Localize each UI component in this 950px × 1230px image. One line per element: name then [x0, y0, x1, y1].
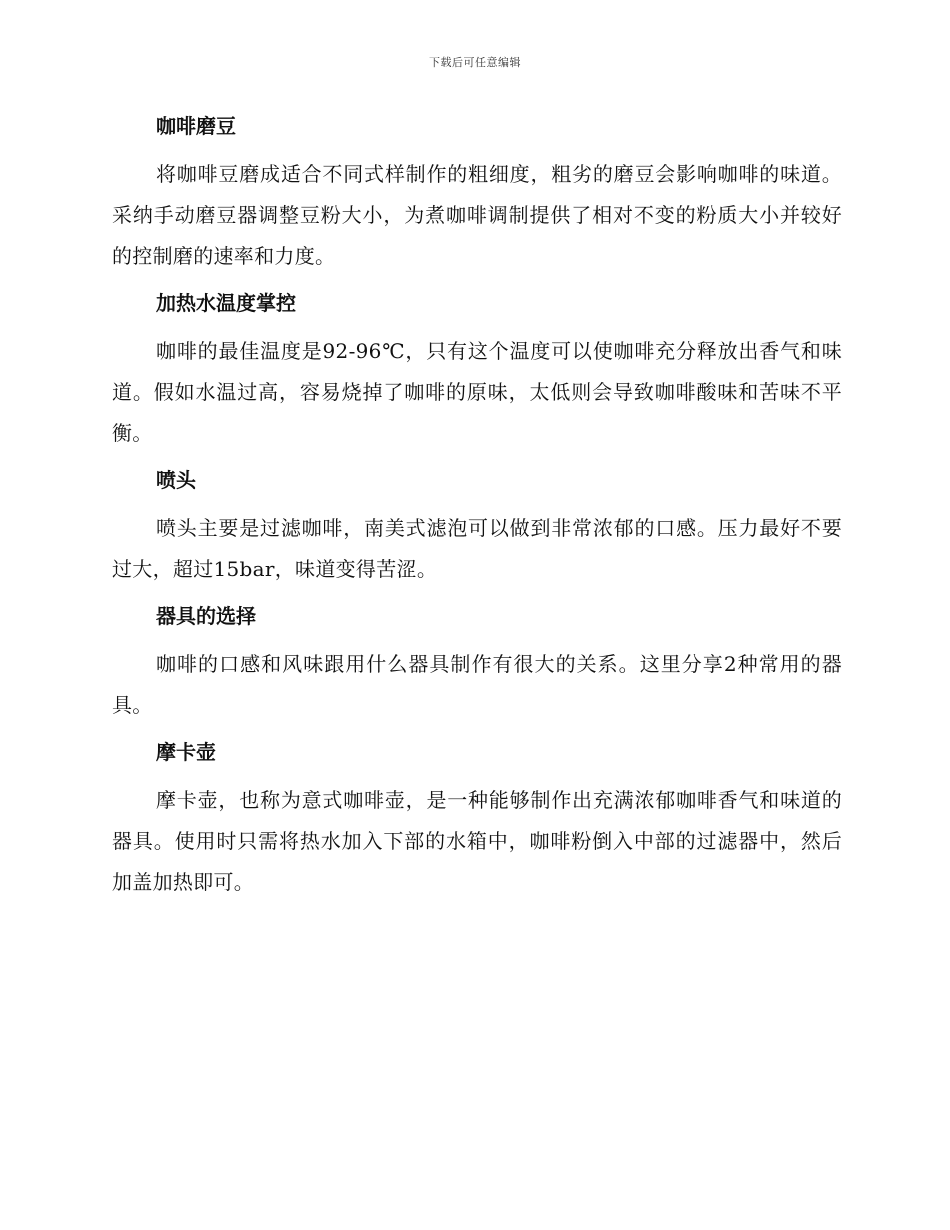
document-body: [112, 108, 842, 911]
section-grinding: [112, 108, 842, 277]
section-paragraph: 将咖啡豆磨成适合不同式样制作的粗细度，粗劣的磨豆会影响咖啡的味道。采纳手动磨豆器调整豆粉大小，为煮咖啡调制提供了相对不变的粉质大小并较好的控制磨的速率和力度。: [112, 162, 842, 268]
section-paragraph: 咖啡的最佳温度是92-96℃，只有这个温度可以使咖啡充分释放出香气和味道。假如水温过高，容易烧掉了咖啡的原味，太低则会导致咖啡酸味和苦味不平衡。: [112, 339, 842, 445]
section-heading: 器具的选择: [156, 604, 256, 628]
section-paragraph: 咖啡的口感和风味跟用什么器具制作有很大的关系。这里分享2种常用的器具。: [112, 652, 842, 717]
section-heading: 摩卡壶: [156, 740, 216, 764]
section-paragraph: 喷头主要是过滤咖啡，南美式滤泡可以做到非常浓郁的口感。压力最好不要过大，超过15bar，味道变得苦涩。: [112, 516, 842, 581]
page-header: 下载后可任意编辑: [429, 56, 521, 69]
section-nozzle: [112, 462, 842, 590]
section-heading: 加热水温度掌控: [156, 291, 296, 315]
section-moka-pot: [112, 734, 842, 903]
section-equipment: [112, 598, 842, 726]
section-heading: 喷头: [156, 468, 196, 492]
section-paragraph: 摩卡壶，也称为意式咖啡壶，是一种能够制作出充满浓郁咖啡香气和味道的器具。使用时只需将热水加入下部的水箱中，咖啡粉倒入中部的过滤器中，然后加盖加热即可。: [112, 788, 842, 894]
section-water-temperature: [112, 285, 842, 454]
section-heading: 咖啡磨豆: [156, 114, 236, 138]
